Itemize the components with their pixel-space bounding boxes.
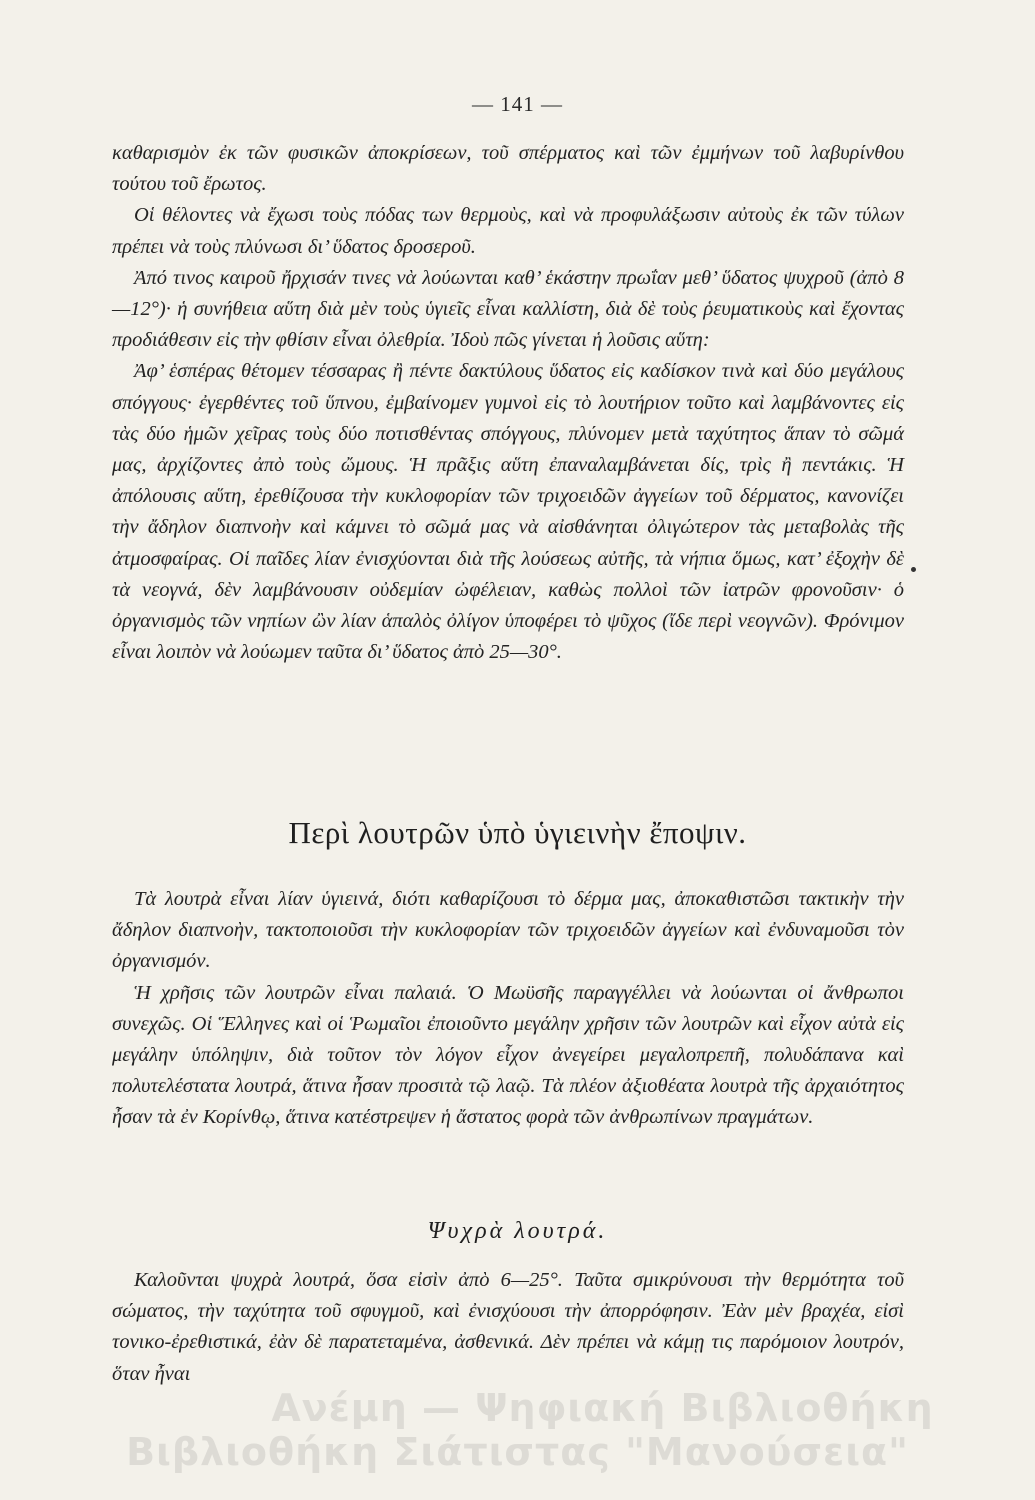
paragraph: Ἀπό τινος καιροῦ ἤρχισάν τινες νὰ λούωνται καθ’ ἑκάστην πρωΐαν μεθ’ ὕδατος ψυχροῦ (ἀπὸ 8—12°)· ἡ συνήθεια αὕτη διὰ μὲν τοὺς ὑγιεῖς εἶναι καλλίστη, διὰ δὲ τοὺς ῥευματικοὺς καὶ ἔχοντας προδιάθεσιν εἰς τὴν φθίσιν εἶναι ὀλεθρία. Ἰδοὺ πῶς γίνεται ἡ λοῦσις αὕτη: — [112, 266, 904, 352]
section-3-text — [112, 1265, 904, 1390]
library-watermark-line-1: Ανέμη — Ψηφιακή Βιβλιοθήκη — [271, 1386, 934, 1430]
page-number: — 141 — — [472, 92, 563, 116]
subsection-heading: Ψυχρὰ λουτρά. — [427, 1218, 608, 1244]
section-2-text — [112, 884, 904, 1134]
paragraph: Ἡ χρῆσις τῶν λουτρῶν εἶναι παλαιά. Ὁ Μωϋσῆς παραγγέλλει νὰ λούωνται οἱ ἄνθρωποι συνεχῶς. Οἱ Ἕλληνες καὶ οἱ Ῥωμαῖοι ἐποιοῦντο μεγάλην χρῆσιν τῶν λουτρῶν καὶ εἶχον αὐτὰ εἰς μεγάλην ὑπόληψιν, διὰ τοῦτον τὸν λόγον εἶχον ἀνεγείρει μεγαλοπρεπῆ, πολυδάπανα καὶ πολυτελέστατα λουτρά, ἅτινα ἦσαν προσιτὰ τῷ λαῷ. Τὰ πλέον ἀξιοθέατα λουτρὰ τῆς ἀρχαιότητος ἦσαν τὰ ἐν Κορίνθῳ, ἅτινα κατέστρεψεν ἡ ἄστατος φορὰ τῶν ἀνθρωπίνων πραγμάτων. — [112, 981, 904, 1129]
section-1-text — [112, 138, 904, 668]
paragraph: Καλοῦνται ψυχρὰ λουτρά, ὅσα εἰσὶν ἀπὸ 6—25°. Ταῦτα σμικρύνουσι τὴν θερμότητα τοῦ σώματος, τὴν ταχύτητα τοῦ σφυγμοῦ, καὶ ἐνισχύουσι τὴν ἀπορρόφησιν. Ἐὰν μὲν βραχέα, εἰσὶ τονικο-ἐρεθιστικά, ἐὰν δὲ παρατεταμένα, ἀσθενικά. Δὲν πρέπει νὰ κάμῃ τις παρόμοιον λουτρόν, ὅταν ἦναι — [112, 1269, 904, 1385]
ink-dot — [911, 567, 916, 572]
library-watermark-line-2: Βιβλιοθήκη Σιάτιστας "Μανούσεια" — [126, 1430, 909, 1474]
paragraph: Οἱ θέλοντες νὰ ἔχωσι τοὺς πόδας των θερμοὺς, καὶ νὰ προφυλάξωσιν αὐτοὺς ἐκ τῶν τύλων πρέπει νὰ τοὺς πλύνωσι δι’ ὕδατος δροσεροῦ. — [112, 204, 904, 258]
paragraph: Τὰ λουτρὰ εἶναι λίαν ὑγιεινά, διότι καθαρίζουσι τὸ δέρμα μας, ἀποκαθιστῶσι τακτικὴν τὴν ἄδηλον διαπνοὴν, τακτοποιοῦσι τὴν κυκλοφορίαν τῶν τριχοειδῶν ἀγγείων καὶ ἐνδυναμοῦσι τὸν ὀργανισμόν. — [112, 888, 904, 973]
section-heading: Περὶ λουτρῶν ὑπὸ ὑγιεινὴν ἔποψιν. — [288, 815, 747, 850]
paragraph: καθαρισμὸν ἐκ τῶν φυσικῶν ἀποκρίσεων, τοῦ σπέρματος καὶ τῶν ἐμμήνων τοῦ λαβυρίνθου τούτου τοῦ ἔρωτος. — [112, 142, 904, 196]
paragraph: Ἀφ’ ἑσπέρας θέτομεν τέσσαρας ἢ πέντε δακτύλους ὕδατος εἰς καδίσκον τινὰ καὶ δύο μεγάλους σπόγγους· ἐγερθέντες τοῦ ὕπνου, ἐμβαίνομεν γυμνοὶ εἰς τὸ λουτήριον τοῦτο καὶ λαμβάνοντες εἰς τὰς δύο ἡμῶν χεῖρας τοὺς δύο ποτισθέντας σπόγγους, πλύνομεν μετὰ ταχύτητος ἅπαν τὸ σῶμά μας, ἀρχίζοντες ἀπὸ τοὺς ὤμους. Ἡ πρᾶξις αὕτη ἐπαναλαμβάνεται δίς, τρὶς ἢ πεντάκις. Ἡ ἀπόλουσις αὕτη, ἐρεθίζουσα τὴν κυκλοφορίαν τῶν τριχοειδῶν ἀγγείων τοῦ δέρματος, κανονίζει τὴν ἄδηλον διαπνοὴν καὶ κάμνει τὸ σῶμά μας νὰ αἰσθάνηται ὀλιγώτερον τὰς μεταβολὰς τῆς ἀτμοσφαίρας. Οἱ παῖδες λίαν ἐνισχύονται διὰ τῆς λούσεως αὐτῆς, τὰ νήπια ὅμως, κατ’ ἐξοχὴν δὲ τὰ νεογνά, δὲν λαμβάνουσιν οὐδεμίαν ὠφέλειαν, καθὼς πολλοὶ τῶν ἰατρῶν φρονοῦσιν· ὁ ὀργανισμὸς τῶν νηπίων ὢν λίαν ἁπαλὸς ὀλίγον ὑποφέρει τὸ ψῦχος (ἴδε περὶ νεογνῶν). Φρόνιμον εἶναι λοιπὸν νὰ λούωμεν ταῦτα δι’ ὕδατος ἀπὸ 25—30°. — [112, 360, 904, 664]
